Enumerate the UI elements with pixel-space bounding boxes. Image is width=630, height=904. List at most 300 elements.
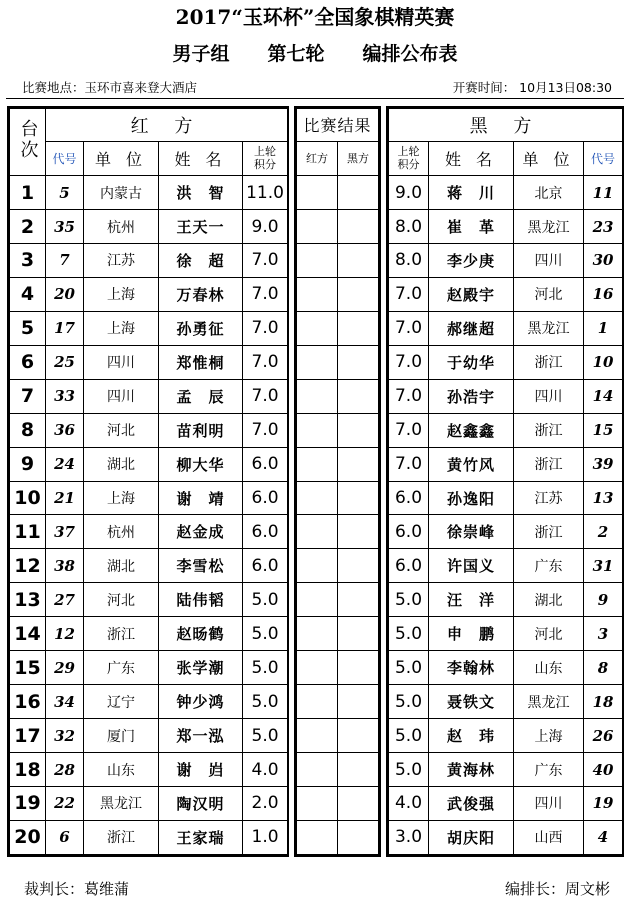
red-table-row xyxy=(10,685,288,719)
black-table-row xyxy=(389,719,623,753)
result-table-row xyxy=(297,447,379,481)
red-player-name: 陆伟韬 xyxy=(159,583,243,617)
black-result-cell xyxy=(338,820,379,854)
black-table-row xyxy=(389,176,623,210)
black-player-unit: 黑龙江 xyxy=(514,685,584,719)
board-number: 12 xyxy=(10,549,46,583)
black-table-row xyxy=(389,379,623,413)
black-player-code: 39 xyxy=(584,447,623,481)
black-table-row xyxy=(389,820,623,854)
result-table-row xyxy=(297,820,379,854)
red-player-unit: 山东 xyxy=(84,753,159,787)
red-player-unit: 湖北 xyxy=(84,447,159,481)
black-table-row xyxy=(389,243,623,277)
black-table-row xyxy=(389,345,623,379)
black-table-row xyxy=(389,447,623,481)
black-player-name: 黄竹风 xyxy=(429,447,514,481)
board-number: 11 xyxy=(10,515,46,549)
red-result-cell xyxy=(297,820,338,854)
red-player-name: 王家瑞 xyxy=(159,820,243,854)
red-result-cell xyxy=(297,277,338,311)
black-player-name: 赵 玮 xyxy=(429,719,514,753)
black-side-panel xyxy=(386,106,624,857)
black-table-row xyxy=(389,753,623,787)
black-result-cell xyxy=(338,379,379,413)
page-subtitle xyxy=(0,42,630,66)
black-result-cell xyxy=(338,583,379,617)
black-side-table xyxy=(388,108,623,855)
red-unit-header: 单 位 xyxy=(84,141,159,176)
red-result-cell xyxy=(297,379,338,413)
red-prev-score: 7.0 xyxy=(243,243,288,277)
red-code-header: 代号 xyxy=(46,141,84,176)
red-player-code: 38 xyxy=(46,549,84,583)
red-player-name: 谢 靖 xyxy=(159,481,243,515)
black-table-row xyxy=(389,583,623,617)
black-prev-score: 6.0 xyxy=(389,515,429,549)
black-player-unit: 四川 xyxy=(514,243,584,277)
red-player-code: 28 xyxy=(46,753,84,787)
red-player-unit: 广东 xyxy=(84,651,159,685)
red-result-cell xyxy=(297,311,338,345)
red-result-cell xyxy=(297,617,338,651)
red-player-unit: 江苏 xyxy=(84,243,159,277)
black-player-unit: 四川 xyxy=(514,786,584,820)
black-player-name: 武俊强 xyxy=(429,786,514,820)
black-player-unit: 黑龙江 xyxy=(514,210,584,244)
black-player-code: 2 xyxy=(584,515,623,549)
result-table-row xyxy=(297,515,379,549)
result-table-row xyxy=(297,413,379,447)
red-player-unit: 河北 xyxy=(84,413,159,447)
black-prev-score: 8.0 xyxy=(389,243,429,277)
black-player-code: 40 xyxy=(584,753,623,787)
red-player-name: 郑惟桐 xyxy=(159,345,243,379)
black-player-code: 13 xyxy=(584,481,623,515)
red-prev-score: 1.0 xyxy=(243,820,288,854)
page-title: 2017“玉环杯”全国象棋精英赛 xyxy=(175,5,455,29)
black-player-unit: 上海 xyxy=(514,719,584,753)
red-prev-score: 11.0 xyxy=(243,176,288,210)
result-table-row xyxy=(297,786,379,820)
red-player-code: 35 xyxy=(46,210,84,244)
black-prev-score: 9.0 xyxy=(389,176,429,210)
result-table xyxy=(296,108,379,855)
black-player-name: 孙逸阳 xyxy=(429,481,514,515)
result-table-row xyxy=(297,210,379,244)
red-player-unit: 厦门 xyxy=(84,719,159,753)
black-player-name: 徐崇峰 xyxy=(429,515,514,549)
board-number: 14 xyxy=(10,617,46,651)
red-prev-score: 6.0 xyxy=(243,447,288,481)
red-player-name: 张学潮 xyxy=(159,651,243,685)
red-player-code: 32 xyxy=(46,719,84,753)
red-name-header: 姓 名 xyxy=(159,141,243,176)
result-header: 比赛结果 xyxy=(297,109,379,142)
result-table-row xyxy=(297,719,379,753)
red-player-code: 5 xyxy=(46,176,84,210)
result-table-row xyxy=(297,651,379,685)
red-table-row xyxy=(10,413,288,447)
black-player-name: 于幼华 xyxy=(429,345,514,379)
red-player-name: 钟少鸿 xyxy=(159,685,243,719)
red-player-name: 万春林 xyxy=(159,277,243,311)
board-number: 13 xyxy=(10,583,46,617)
black-player-code: 3 xyxy=(584,617,623,651)
black-player-code: 31 xyxy=(584,549,623,583)
red-player-code: 29 xyxy=(46,651,84,685)
red-player-name: 徐 超 xyxy=(159,243,243,277)
red-prev-score: 7.0 xyxy=(243,311,288,345)
red-prev-score: 7.0 xyxy=(243,379,288,413)
red-player-unit: 内蒙古 xyxy=(84,176,159,210)
red-prev-score: 6.0 xyxy=(243,515,288,549)
red-prev-score: 6.0 xyxy=(243,549,288,583)
red-result-cell xyxy=(297,685,338,719)
red-result-cell xyxy=(297,549,338,583)
black-prev-score: 5.0 xyxy=(389,583,429,617)
black-player-name: 汪 洋 xyxy=(429,583,514,617)
red-result-cell xyxy=(297,753,338,787)
black-player-code: 4 xyxy=(584,820,623,854)
black-prev-score: 6.0 xyxy=(389,481,429,515)
red-player-code: 20 xyxy=(46,277,84,311)
black-result-cell xyxy=(338,481,379,515)
red-table-row xyxy=(10,753,288,787)
red-table-row xyxy=(10,549,288,583)
board-number: 5 xyxy=(10,311,46,345)
red-player-name: 孟 辰 xyxy=(159,379,243,413)
red-prev-score: 2.0 xyxy=(243,786,288,820)
red-player-code: 33 xyxy=(46,379,84,413)
red-player-code: 6 xyxy=(46,820,84,854)
black-player-name: 申 鹏 xyxy=(429,617,514,651)
black-result-cell xyxy=(338,651,379,685)
black-player-name: 许国义 xyxy=(429,549,514,583)
black-prev-score: 5.0 xyxy=(389,753,429,787)
result-table-row xyxy=(297,379,379,413)
red-result-cell xyxy=(297,583,338,617)
black-player-unit: 广东 xyxy=(514,753,584,787)
red-result-cell xyxy=(297,345,338,379)
black-player-name: 蒋 川 xyxy=(429,176,514,210)
red-player-name: 赵旸鹤 xyxy=(159,617,243,651)
black-player-unit: 广东 xyxy=(514,549,584,583)
black-unit-header: 单 位 xyxy=(514,141,584,176)
result-table-row xyxy=(297,549,379,583)
black-player-unit: 山东 xyxy=(514,651,584,685)
red-result-cell xyxy=(297,210,338,244)
red-table-row xyxy=(10,243,288,277)
black-table-row xyxy=(389,549,623,583)
black-player-unit: 浙江 xyxy=(514,345,584,379)
black-player-name: 胡庆阳 xyxy=(429,820,514,854)
black-prev-score: 7.0 xyxy=(389,447,429,481)
red-prev-score: 6.0 xyxy=(243,481,288,515)
red-prev-score: 5.0 xyxy=(243,651,288,685)
arranger-text: 编排长：周文彬 xyxy=(504,880,610,898)
red-result-cell xyxy=(297,719,338,753)
red-table-row xyxy=(10,277,288,311)
board-number: 7 xyxy=(10,379,46,413)
red-player-name: 郑一泓 xyxy=(159,719,243,753)
black-prev-score: 7.0 xyxy=(389,311,429,345)
black-player-code: 11 xyxy=(584,176,623,210)
black-player-code: 30 xyxy=(584,243,623,277)
red-result-cell xyxy=(297,413,338,447)
red-player-name: 李雪松 xyxy=(159,549,243,583)
black-result-cell xyxy=(338,719,379,753)
black-table-row xyxy=(389,277,623,311)
black-player-code: 9 xyxy=(584,583,623,617)
red-result-cell xyxy=(297,786,338,820)
black-table-row xyxy=(389,515,623,549)
black-prev-score-header: 上轮 积分 xyxy=(389,141,429,176)
black-player-code: 16 xyxy=(584,277,623,311)
black-prev-score: 5.0 xyxy=(389,617,429,651)
red-player-name: 赵金成 xyxy=(159,515,243,549)
red-player-name: 苗利明 xyxy=(159,413,243,447)
red-player-name: 洪 智 xyxy=(159,176,243,210)
red-table-row xyxy=(10,345,288,379)
board-number: 4 xyxy=(10,277,46,311)
result-table-row xyxy=(297,311,379,345)
black-result-cell xyxy=(338,277,379,311)
black-prev-score: 3.0 xyxy=(389,820,429,854)
red-result-header: 红方 xyxy=(297,141,338,176)
black-player-unit: 江苏 xyxy=(514,481,584,515)
red-prev-score: 5.0 xyxy=(243,583,288,617)
red-table-row xyxy=(10,210,288,244)
red-player-name: 谢 岿 xyxy=(159,753,243,787)
red-player-unit: 杭州 xyxy=(84,515,159,549)
black-player-unit: 黑龙江 xyxy=(514,311,584,345)
red-table-row xyxy=(10,719,288,753)
board-number: 8 xyxy=(10,413,46,447)
board-number: 18 xyxy=(10,753,46,787)
result-panel xyxy=(294,106,381,857)
result-table-row xyxy=(297,345,379,379)
black-result-cell xyxy=(338,515,379,549)
black-result-cell xyxy=(338,210,379,244)
black-result-cell xyxy=(338,753,379,787)
red-table-row xyxy=(10,583,288,617)
black-player-unit: 浙江 xyxy=(514,413,584,447)
black-player-unit: 山西 xyxy=(514,820,584,854)
result-table-row xyxy=(297,277,379,311)
red-player-code: 37 xyxy=(46,515,84,549)
black-player-code: 1 xyxy=(584,311,623,345)
board-number: 2 xyxy=(10,210,46,244)
red-result-cell xyxy=(297,651,338,685)
black-player-unit: 浙江 xyxy=(514,447,584,481)
red-player-unit: 黑龙江 xyxy=(84,786,159,820)
red-player-code: 21 xyxy=(46,481,84,515)
red-player-unit: 上海 xyxy=(84,277,159,311)
red-table-row xyxy=(10,515,288,549)
result-table-row xyxy=(297,176,379,210)
black-table-row xyxy=(389,651,623,685)
black-prev-score: 8.0 xyxy=(389,210,429,244)
black-player-name: 聂铁文 xyxy=(429,685,514,719)
start-time-text: 开赛时间： 10月13日08:30 xyxy=(452,80,612,95)
red-table-row xyxy=(10,379,288,413)
board-number: 1 xyxy=(10,176,46,210)
board-number: 9 xyxy=(10,447,46,481)
red-prev-score: 7.0 xyxy=(243,345,288,379)
red-prev-score: 7.0 xyxy=(243,277,288,311)
black-result-cell xyxy=(338,413,379,447)
table-name-label: 编排公布表 xyxy=(362,43,458,65)
board-number: 20 xyxy=(10,820,46,854)
black-player-code: 26 xyxy=(584,719,623,753)
result-table-row xyxy=(297,243,379,277)
board-number: 16 xyxy=(10,685,46,719)
black-player-name: 孙浩宇 xyxy=(429,379,514,413)
board-number: 3 xyxy=(10,243,46,277)
black-prev-score: 7.0 xyxy=(389,345,429,379)
red-table-row xyxy=(10,820,288,854)
round-label: 第七轮 xyxy=(267,43,325,65)
board-header: 台次 xyxy=(10,109,46,176)
black-result-cell xyxy=(338,786,379,820)
black-player-code: 10 xyxy=(584,345,623,379)
black-player-code: 14 xyxy=(584,379,623,413)
black-prev-score: 7.0 xyxy=(389,277,429,311)
black-player-unit: 四川 xyxy=(514,379,584,413)
black-result-cell xyxy=(338,447,379,481)
chief-referee-text: 裁判长：葛维蒲 xyxy=(24,880,130,898)
black-table-row xyxy=(389,210,623,244)
black-player-unit: 河北 xyxy=(514,617,584,651)
black-player-name: 郝继超 xyxy=(429,311,514,345)
group-label: 男子组 xyxy=(172,43,230,65)
black-table-row xyxy=(389,311,623,345)
red-player-unit: 四川 xyxy=(84,379,159,413)
black-prev-score: 7.0 xyxy=(389,379,429,413)
black-player-unit: 河北 xyxy=(514,277,584,311)
black-table-row xyxy=(389,617,623,651)
black-player-unit: 浙江 xyxy=(514,515,584,549)
red-player-name: 孙勇征 xyxy=(159,311,243,345)
red-player-unit: 浙江 xyxy=(84,820,159,854)
black-player-code: 8 xyxy=(584,651,623,685)
red-table-row xyxy=(10,481,288,515)
red-table-row xyxy=(10,311,288,345)
board-number: 15 xyxy=(10,651,46,685)
black-prev-score: 7.0 xyxy=(389,413,429,447)
red-prev-score: 5.0 xyxy=(243,617,288,651)
result-table-row xyxy=(297,753,379,787)
red-player-unit: 辽宁 xyxy=(84,685,159,719)
black-player-name: 李翰林 xyxy=(429,651,514,685)
result-table-row xyxy=(297,617,379,651)
black-player-unit: 北京 xyxy=(514,176,584,210)
red-player-code: 24 xyxy=(46,447,84,481)
board-number: 6 xyxy=(10,345,46,379)
red-player-code: 22 xyxy=(46,786,84,820)
red-player-name: 柳大华 xyxy=(159,447,243,481)
result-table-row xyxy=(297,583,379,617)
black-table-row xyxy=(389,786,623,820)
red-prev-score-header: 上轮 积分 xyxy=(243,141,288,176)
black-player-name: 黄海林 xyxy=(429,753,514,787)
black-table-row xyxy=(389,685,623,719)
black-player-code: 19 xyxy=(584,786,623,820)
red-result-cell xyxy=(297,515,338,549)
red-table-row xyxy=(10,786,288,820)
black-player-code: 15 xyxy=(584,413,623,447)
red-player-code: 7 xyxy=(46,243,84,277)
red-prev-score: 7.0 xyxy=(243,413,288,447)
black-result-cell xyxy=(338,685,379,719)
red-player-unit: 上海 xyxy=(84,481,159,515)
red-table-row xyxy=(10,651,288,685)
black-table-row xyxy=(389,481,623,515)
black-prev-score: 5.0 xyxy=(389,651,429,685)
black-player-name: 崔 革 xyxy=(429,210,514,244)
red-result-cell xyxy=(297,481,338,515)
black-player-code: 18 xyxy=(584,685,623,719)
black-table-row xyxy=(389,413,623,447)
red-table-row xyxy=(10,176,288,210)
red-player-name: 陶汉明 xyxy=(159,786,243,820)
venue-text: 比赛地点：玉环市喜来登大酒店 xyxy=(22,80,198,95)
red-player-code: 17 xyxy=(46,311,84,345)
red-result-cell xyxy=(297,176,338,210)
red-prev-score: 5.0 xyxy=(243,685,288,719)
black-result-header: 黑方 xyxy=(338,141,379,176)
red-player-name: 王天一 xyxy=(159,210,243,244)
black-player-unit: 湖北 xyxy=(514,583,584,617)
black-player-code: 23 xyxy=(584,210,623,244)
red-player-unit: 河北 xyxy=(84,583,159,617)
red-prev-score: 5.0 xyxy=(243,719,288,753)
red-player-code: 27 xyxy=(46,583,84,617)
red-prev-score: 4.0 xyxy=(243,753,288,787)
board-number: 10 xyxy=(10,481,46,515)
black-prev-score: 4.0 xyxy=(389,786,429,820)
red-player-unit: 杭州 xyxy=(84,210,159,244)
black-result-cell xyxy=(338,311,379,345)
black-player-name: 李少庚 xyxy=(429,243,514,277)
black-prev-score: 5.0 xyxy=(389,685,429,719)
black-result-cell xyxy=(338,345,379,379)
black-player-name: 赵殿宇 xyxy=(429,277,514,311)
black-code-header: 代号 xyxy=(584,141,623,176)
black-prev-score: 5.0 xyxy=(389,719,429,753)
red-prev-score: 9.0 xyxy=(243,210,288,244)
board-number: 17 xyxy=(10,719,46,753)
black-side-header: 黑 方 xyxy=(389,109,623,142)
black-player-name: 赵鑫鑫 xyxy=(429,413,514,447)
black-result-cell xyxy=(338,243,379,277)
red-player-code: 36 xyxy=(46,413,84,447)
red-player-unit: 四川 xyxy=(84,345,159,379)
red-player-code: 34 xyxy=(46,685,84,719)
red-result-cell xyxy=(297,243,338,277)
red-table-row xyxy=(10,617,288,651)
result-table-row xyxy=(297,481,379,515)
red-side-header: 红 方 xyxy=(46,109,288,142)
black-name-header: 姓 名 xyxy=(429,141,514,176)
red-player-unit: 浙江 xyxy=(84,617,159,651)
red-side-table xyxy=(9,108,288,855)
red-player-code: 12 xyxy=(46,617,84,651)
red-side-panel xyxy=(7,106,289,857)
red-table-row xyxy=(10,447,288,481)
board-number: 19 xyxy=(10,786,46,820)
